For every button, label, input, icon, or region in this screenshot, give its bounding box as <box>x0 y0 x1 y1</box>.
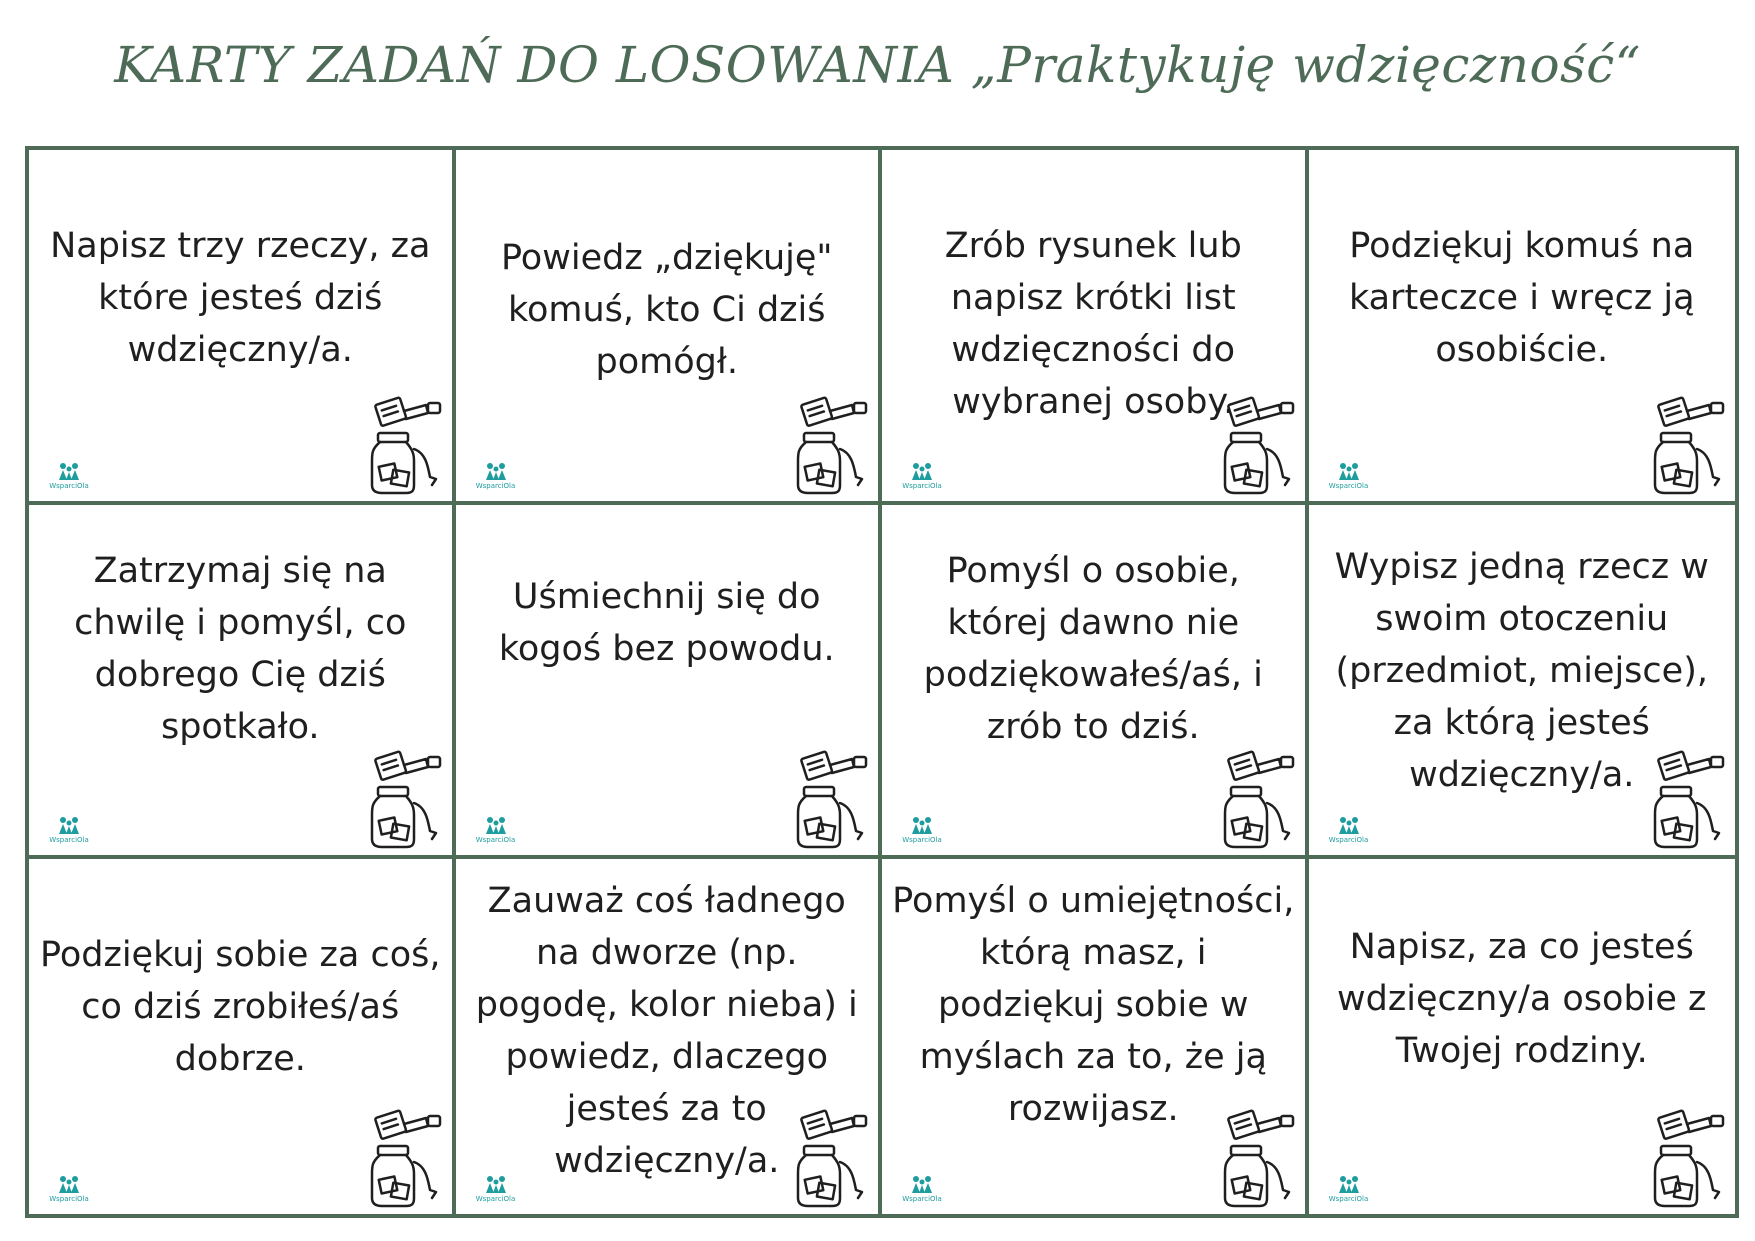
jar-with-notes-icon <box>1219 393 1299 497</box>
logo-text: WsparciOla <box>475 481 516 490</box>
task-card[interactable] <box>1309 150 1736 505</box>
task-card[interactable] <box>456 505 883 860</box>
people-logo-icon <box>468 816 524 845</box>
jar-with-notes-icon <box>1649 1106 1729 1210</box>
task-card-text: Uśmiechnij się do kogoś bez powodu. <box>498 576 835 669</box>
task-card-text: Napisz trzy rzeczy, za które jesteś dziś wdzięczny/a. <box>50 226 431 370</box>
jar-with-notes-icon <box>366 1106 446 1210</box>
task-card[interactable] <box>456 150 883 505</box>
task-card-text: Pomyśl o osobie, której dawno nie podziękowałeś/aś, i zrób to dziś. <box>923 550 1263 747</box>
jar-with-notes-icon <box>1219 1106 1299 1210</box>
jar-with-notes-icon <box>792 393 872 497</box>
people-logo-icon <box>1321 462 1377 491</box>
page-title: KARTY ZADAŃ DO LOSOWANIA „Praktykuję wdzięczność“ <box>114 36 1641 94</box>
jar-with-notes-icon <box>366 747 446 851</box>
people-logo-icon <box>468 462 524 491</box>
task-card[interactable] <box>882 150 1309 505</box>
task-card[interactable] <box>29 859 456 1214</box>
logo-text: WsparciOla <box>902 836 942 845</box>
task-card-text: Zauważ coś ładnego na dworze (np. pogodę, kolor nieba) i powiedz, dlaczego jesteś za to wdzięczny/a. <box>475 881 858 1182</box>
task-card[interactable] <box>882 505 1309 860</box>
jar-with-notes-icon <box>366 393 446 497</box>
task-card[interactable] <box>1309 505 1736 860</box>
logo-text: WsparciOla <box>902 481 942 490</box>
task-card[interactable] <box>1309 859 1736 1214</box>
jar-with-notes-icon <box>1649 747 1729 851</box>
people-logo-icon <box>41 816 97 845</box>
logo-text: WsparciOla <box>49 1194 89 1203</box>
task-cards-grid <box>25 146 1739 1218</box>
people-logo-icon <box>894 1175 950 1204</box>
logo-text: WsparciOla <box>475 836 516 845</box>
people-logo-icon <box>41 462 97 491</box>
task-card[interactable] <box>29 505 456 860</box>
jar-with-notes-icon <box>1649 393 1729 497</box>
task-card-text: Powiedz „dziękuję" komuś, kto Ci dziś pomógł. <box>500 238 833 382</box>
jar-with-notes-icon <box>792 1106 872 1210</box>
task-card[interactable] <box>29 150 456 505</box>
people-logo-icon <box>1321 816 1377 845</box>
task-card[interactable] <box>456 859 883 1214</box>
logo-text: WsparciOla <box>1328 1194 1369 1203</box>
logo-text: WsparciOla <box>475 1194 516 1203</box>
task-card[interactable] <box>882 859 1309 1214</box>
people-logo-icon <box>894 462 950 491</box>
task-card-text: Zatrzymaj się na chwilę i pomyśl, co dobrego Cię dziś spotkało. <box>74 550 407 747</box>
people-logo-icon <box>468 1175 524 1204</box>
logo-text: WsparciOla <box>49 836 89 845</box>
logo-text: WsparciOla <box>902 1194 942 1203</box>
task-card-text: Wypisz jedną rzecz w swoim otoczeniu (przedmiot, miejsce), za którą jesteś wdzięczny/a. <box>1334 546 1709 795</box>
people-logo-icon <box>1321 1175 1377 1204</box>
task-card-text: Podziękuj sobie za coś, co dziś zrobiłeś/aś dobrze. <box>39 935 441 1080</box>
task-card-text: Pomyśl o umiejętności, którą masz, i podziękuj sobie w myślach za to, że ją rozwijasz. <box>892 881 1295 1130</box>
logo-text: WsparciOla <box>1328 481 1369 490</box>
task-card-text: Napisz, za co jesteś wdzięczny/a osobie z Twojej rodziny. <box>1337 927 1707 1072</box>
jar-with-notes-icon <box>792 747 872 851</box>
task-card-text: Podziękuj komuś na karteczce i wręcz ją osobiście. <box>1348 226 1695 370</box>
jar-with-notes-icon <box>1219 747 1299 851</box>
people-logo-icon <box>41 1175 97 1204</box>
task-card-text: Zrób rysunek lub napisz krótki list wdzięczności do wybranej osoby. <box>944 226 1242 422</box>
logo-text: WsparciOla <box>1328 836 1369 845</box>
people-logo-icon <box>894 816 950 845</box>
logo-text: WsparciOla <box>49 481 89 490</box>
